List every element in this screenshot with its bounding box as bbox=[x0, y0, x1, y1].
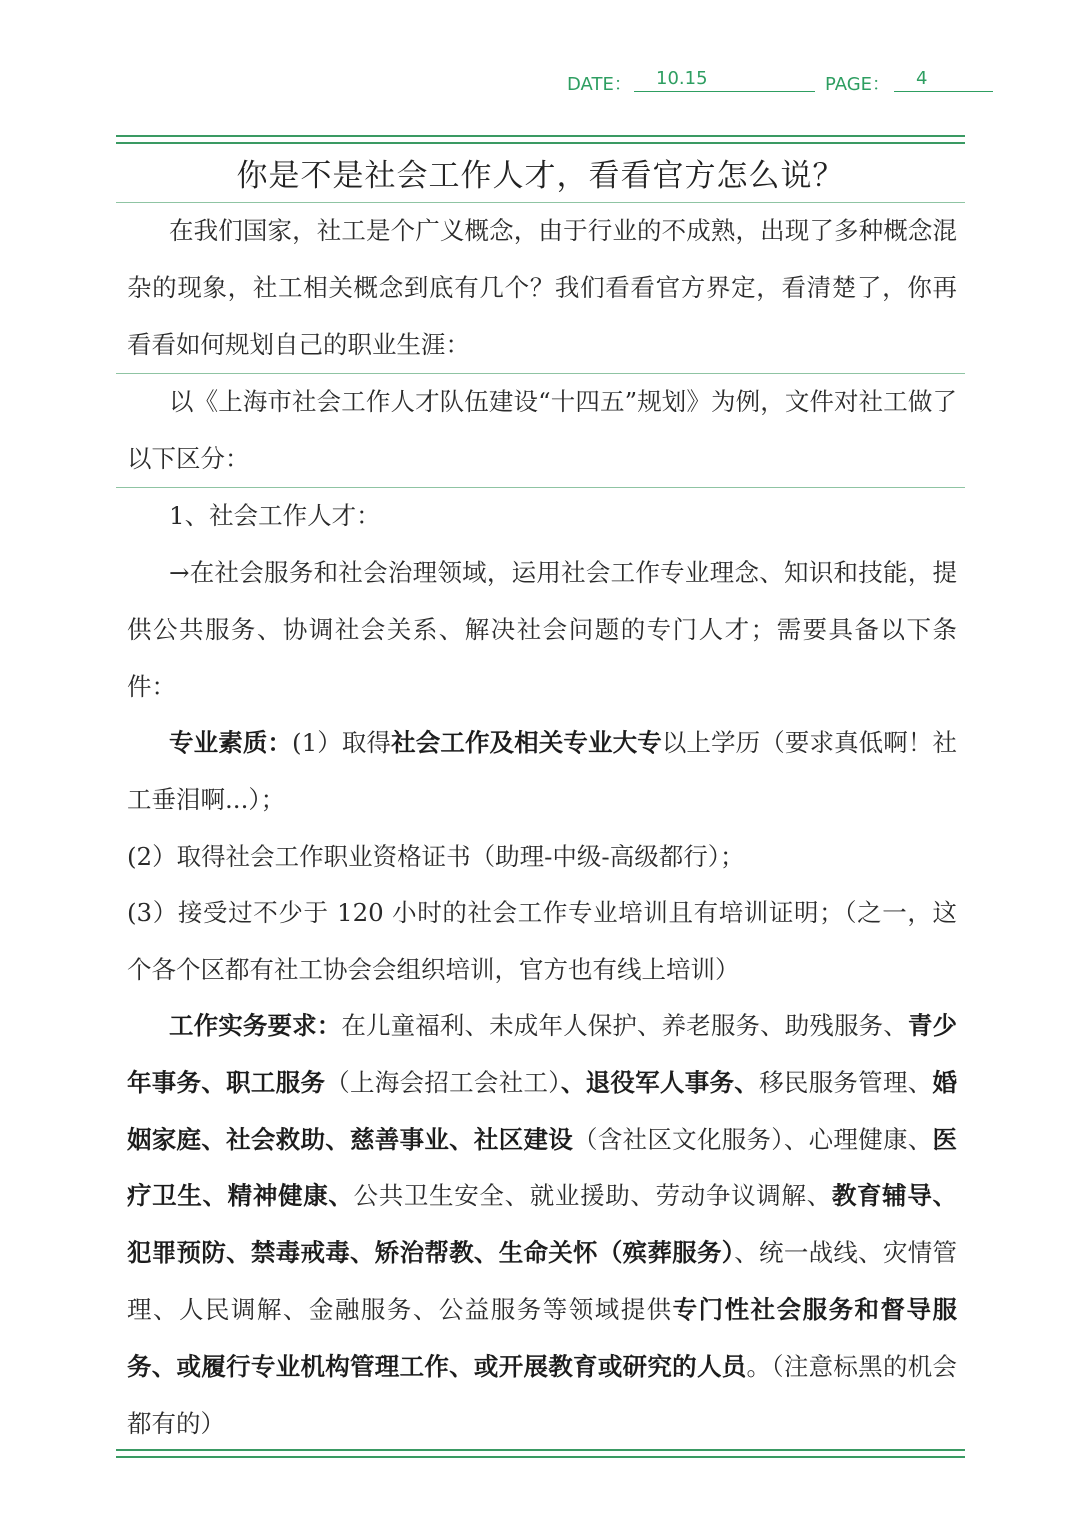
top-double-rule bbox=[116, 135, 965, 144]
quality-1-pre: (1）取得 bbox=[292, 728, 392, 757]
page-label: PAGE： bbox=[825, 74, 891, 95]
intro-paragraph: 在我们国家，社工是个广义概念，由于行业的不成熟，出现了多种概念混杂的现象，社工相关概念到底有几个？我们看看官方界定，看清楚了，你再看看如何规划自己的职业生涯： bbox=[127, 216, 957, 359]
practice-text: （上海会招工会社工） bbox=[325, 1067, 561, 1097]
quality-item-3: (3）接受过不少于 120 小时的社会工作专业培训且有培训证明；（之一，这个各个区都有社工协会会组织培训，官方也有线上培训） bbox=[127, 898, 957, 984]
quality-label: 专业素质： bbox=[169, 728, 293, 757]
section-heading: 1、社会工作人才： bbox=[169, 501, 381, 530]
practice-highlight: 婚姻家庭、社会救助、慈善事业、社区建设 bbox=[127, 1067, 958, 1154]
bottom-double-rule bbox=[116, 1449, 965, 1458]
quality-1-post: 以上学历（要求真低啊！社工垂泪啊...）； bbox=[127, 728, 957, 814]
practice-highlight: 、退役军人事务、 bbox=[560, 1067, 760, 1097]
quality-1-bold: 社会工作及相关专业大专 bbox=[391, 728, 662, 757]
practice-highlight: 教育辅导、犯罪预防、禁毒戒毒、矫治帮教、生命关怀（殡葬服务） bbox=[127, 1181, 957, 1268]
page-title: 你是不是社会工作人才，看看官方怎么说？ bbox=[236, 158, 845, 194]
practice-text: 、统一战线、灾情管理、人民调解、金融服务、公益服务等领域提供 bbox=[127, 1238, 958, 1324]
practice-text: 在儿童福利、未成年人保护、养老服务、助残服务、 bbox=[341, 1011, 908, 1040]
practice-body bbox=[127, 1011, 957, 1438]
quality-item-2: (2）取得社会工作职业资格证书（助理-中级-高级都行）； bbox=[127, 842, 745, 871]
practice-text: （含社区文化服务）、心理健康、 bbox=[573, 1124, 933, 1154]
practice-highlight: 专门性社会服务和督导服务、或履行专业机构管理工作、或开展教育或研究的人员 bbox=[127, 1294, 958, 1381]
page-header bbox=[0, 66, 1080, 96]
practice-highlight: 青少年事务、职工服务 bbox=[127, 1011, 958, 1097]
practice-paragraph bbox=[127, 998, 957, 1452]
practice-highlight: 医疗卫生、精神健康、 bbox=[127, 1124, 958, 1211]
practice-text: 。（注意标黑的机会都有的） bbox=[127, 1351, 958, 1438]
practice-label: 工作实务要求： bbox=[169, 1011, 342, 1040]
page-number: 4 bbox=[894, 70, 993, 92]
quality-item-1 bbox=[127, 715, 957, 829]
date-label: DATE： bbox=[567, 74, 632, 95]
practice-text: 公共卫生安全、就业援助、劳动争议调解、 bbox=[353, 1181, 832, 1211]
definition-paragraph: →在社会服务和社会治理领域，运用社会工作专业理念、知识和技能，提供公共服务、协调社会关系、解决社会问题的专门人才；需要具备以下条件： bbox=[127, 558, 957, 701]
practice-text: 移民服务管理、 bbox=[759, 1067, 933, 1097]
date-value: 10.15 bbox=[634, 70, 815, 92]
example-paragraph: 以《上海市社会工作人才队伍建设“十四五”规划》为例，文件对社工做了以下区分： bbox=[127, 387, 957, 473]
